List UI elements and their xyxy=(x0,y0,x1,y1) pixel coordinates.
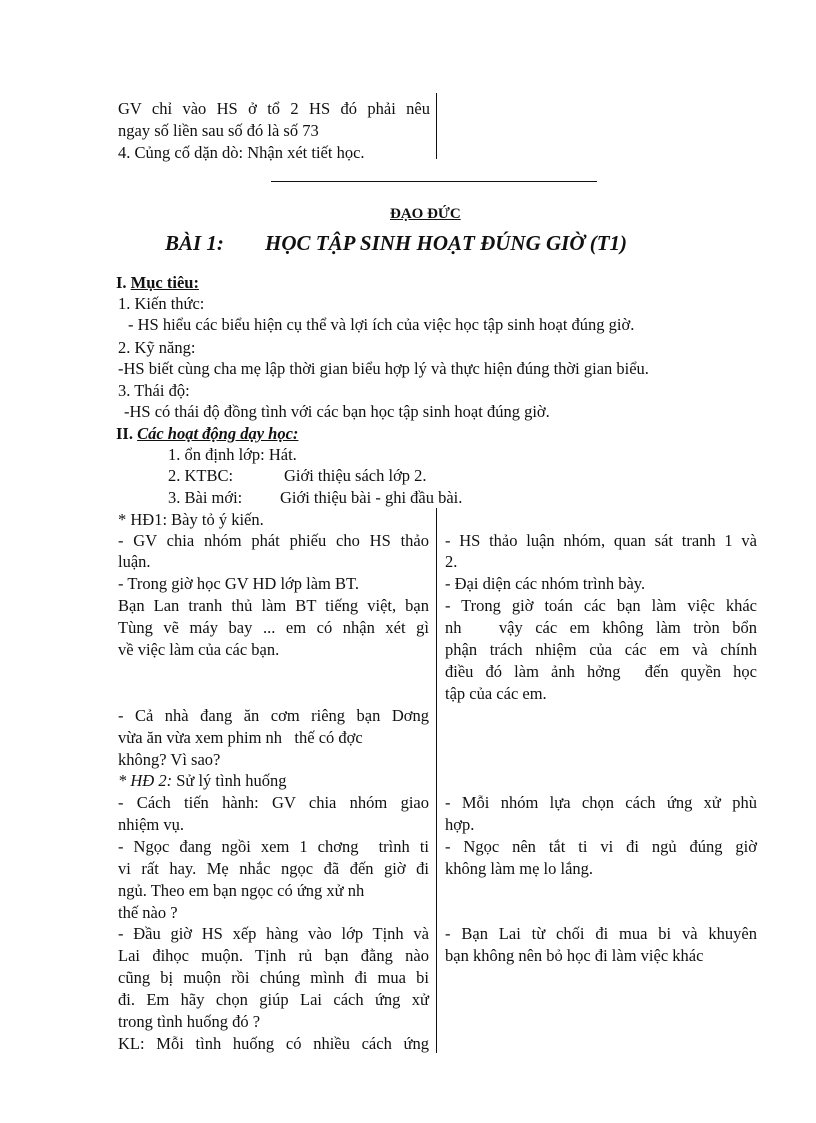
left-d2: vừa ăn vừa xem phim nh thế có đợc xyxy=(118,728,363,747)
left-f1: - Ngọc đang ngồi xem 1 chơng trình ti xyxy=(118,837,429,856)
lesson-title: HỌC TẬP SINH HOẠT ĐÚNG GIỜ (T1) xyxy=(265,231,628,255)
left-a1: - GV chia nhóm phát phiếu cho HS thảo xyxy=(118,531,429,550)
step-3-label: 3. Bài mới: xyxy=(168,488,243,507)
left-g5: trong tình huống đó ? xyxy=(118,1012,261,1031)
table-column-divider xyxy=(436,508,437,1053)
left-g3: cũng bị muộn rồi chúng mình đi mua bi xyxy=(118,968,429,987)
right-g1: - Bạn Lai từ chối đi mua bi và khuyên xyxy=(445,924,757,943)
step-2-label: 2. KTBC: xyxy=(168,466,234,485)
right-f1: - Ngọc nên tắt ti vi đi ngủ đúng giờ xyxy=(445,837,757,856)
objective-skill-label: 2. Kỹ năng: xyxy=(118,338,196,357)
left-g2: Lai đihọc muộn. Tịnh rủ bạn đằng nào xyxy=(118,946,429,965)
step-2-detail: Giới thiệu sách lớp 2. xyxy=(284,466,427,485)
activity-2-heading xyxy=(118,770,286,792)
right-c5: tập của các em. xyxy=(445,684,547,703)
step-1: 1. ổn định lớp: Hát. xyxy=(168,445,297,464)
objectives-heading-number: I. xyxy=(116,273,127,292)
right-e2: hợp. xyxy=(445,815,475,834)
left-g1: - Đầu giờ HS xếp hàng vào lớp Tịnh và xyxy=(118,924,429,943)
subject-title: ĐẠO ĐỨC xyxy=(390,206,461,222)
left-f4: thế nào ? xyxy=(118,903,178,922)
objective-knowledge-label: 1. Kiến thức: xyxy=(118,294,205,313)
left-d1: - Cả nhà đang ăn cơm riêng bạn Dơng xyxy=(118,706,429,725)
objective-knowledge-text: - HS hiểu các biểu hiện cụ thể và lợi ích của việc học tập sinh hoạt đúng giờ. xyxy=(128,315,635,334)
lesson-number: BÀI 1: xyxy=(165,231,224,255)
right-e1: - Mỗi nhóm lựa chọn cách ứng xử phù xyxy=(445,793,757,812)
objective-attitude-label: 3. Thái độ: xyxy=(118,381,190,400)
top-line-1: GV chỉ vào HS ở tổ 2 HS đó phải nêu xyxy=(118,99,430,118)
section-separator xyxy=(271,181,597,182)
top-line-3: 4. Củng cố dặn dò: Nhận xét tiết học. xyxy=(118,143,365,162)
left-c3: về việc làm của các bạn. xyxy=(118,640,280,659)
objectives-heading xyxy=(116,272,199,294)
right-a2: 2. xyxy=(445,552,458,571)
right-c4: điều đó làm ảnh hởng đến quyền học xyxy=(445,662,757,681)
activity-2-label: * HĐ 2: xyxy=(118,771,173,790)
left-c1: Bạn Lan tranh thủ làm BT tiếng việt, bạn xyxy=(118,596,429,615)
left-d3: không? Vì sao? xyxy=(118,750,221,769)
left-b1: - Trong giờ học GV HD lớp làm BT. xyxy=(118,574,359,593)
right-b1: - Đại diện các nhóm trình bày. xyxy=(445,574,646,593)
left-g4: đi. Em hãy chọn giúp Lai cách ứng xử xyxy=(118,990,429,1009)
activity-2-text: Sử lý tình huống xyxy=(176,771,287,790)
top-line-2: ngay số liền sau số đó là số 73 xyxy=(118,121,319,140)
activities-heading-label: Các hoạt động dạy học: xyxy=(137,424,299,443)
top-table-divider xyxy=(436,93,437,159)
right-c2: nh vậy các em không làm tròn bổn xyxy=(445,618,757,637)
left-f3: ngủ. Theo em bạn ngọc có ứng xử nh xyxy=(118,881,365,900)
left-e2: nhiệm vụ. xyxy=(118,815,184,834)
right-f2: không làm mẹ lo lắng. xyxy=(445,859,594,878)
activity-1-heading: * HĐ1: Bày tỏ ý kiến. xyxy=(118,510,264,529)
step-3-detail: Giới thiệu bài - ghi đầu bài. xyxy=(280,488,463,507)
objective-attitude-text: -HS có thái độ đồng tình với các bạn học tập sinh hoạt đúng giờ. xyxy=(124,402,550,421)
right-c1: - Trong giờ toán các bạn làm việc khác xyxy=(445,596,757,615)
right-a1: - HS thảo luận nhóm, quan sát tranh 1 và xyxy=(445,531,757,550)
right-g2: bạn không nên bỏ học đi làm việc khác xyxy=(445,946,704,965)
left-c2: Tùng vẽ máy bay ... em có nhận xét gì xyxy=(118,618,429,637)
left-e1: - Cách tiến hành: GV chia nhóm giao xyxy=(118,793,429,812)
left-a2: luận. xyxy=(118,552,151,571)
activities-heading-number: II. xyxy=(116,424,133,443)
left-h1: KL: Mỗi tình huống có nhiều cách ứng xyxy=(118,1034,429,1053)
left-f2: vi rất hay. Mẹ nhắc ngọc đã đến giờ đi xyxy=(118,859,429,878)
objective-skill-text: -HS biết cùng cha mẹ lập thời gian biểu hợp lý và thực hiện đúng thời gian biểu. xyxy=(118,359,649,378)
objectives-heading-label: Mục tiêu: xyxy=(130,273,199,292)
right-c3: phận trách nhiệm của các em và chính xyxy=(445,640,757,659)
activities-heading xyxy=(116,423,298,445)
